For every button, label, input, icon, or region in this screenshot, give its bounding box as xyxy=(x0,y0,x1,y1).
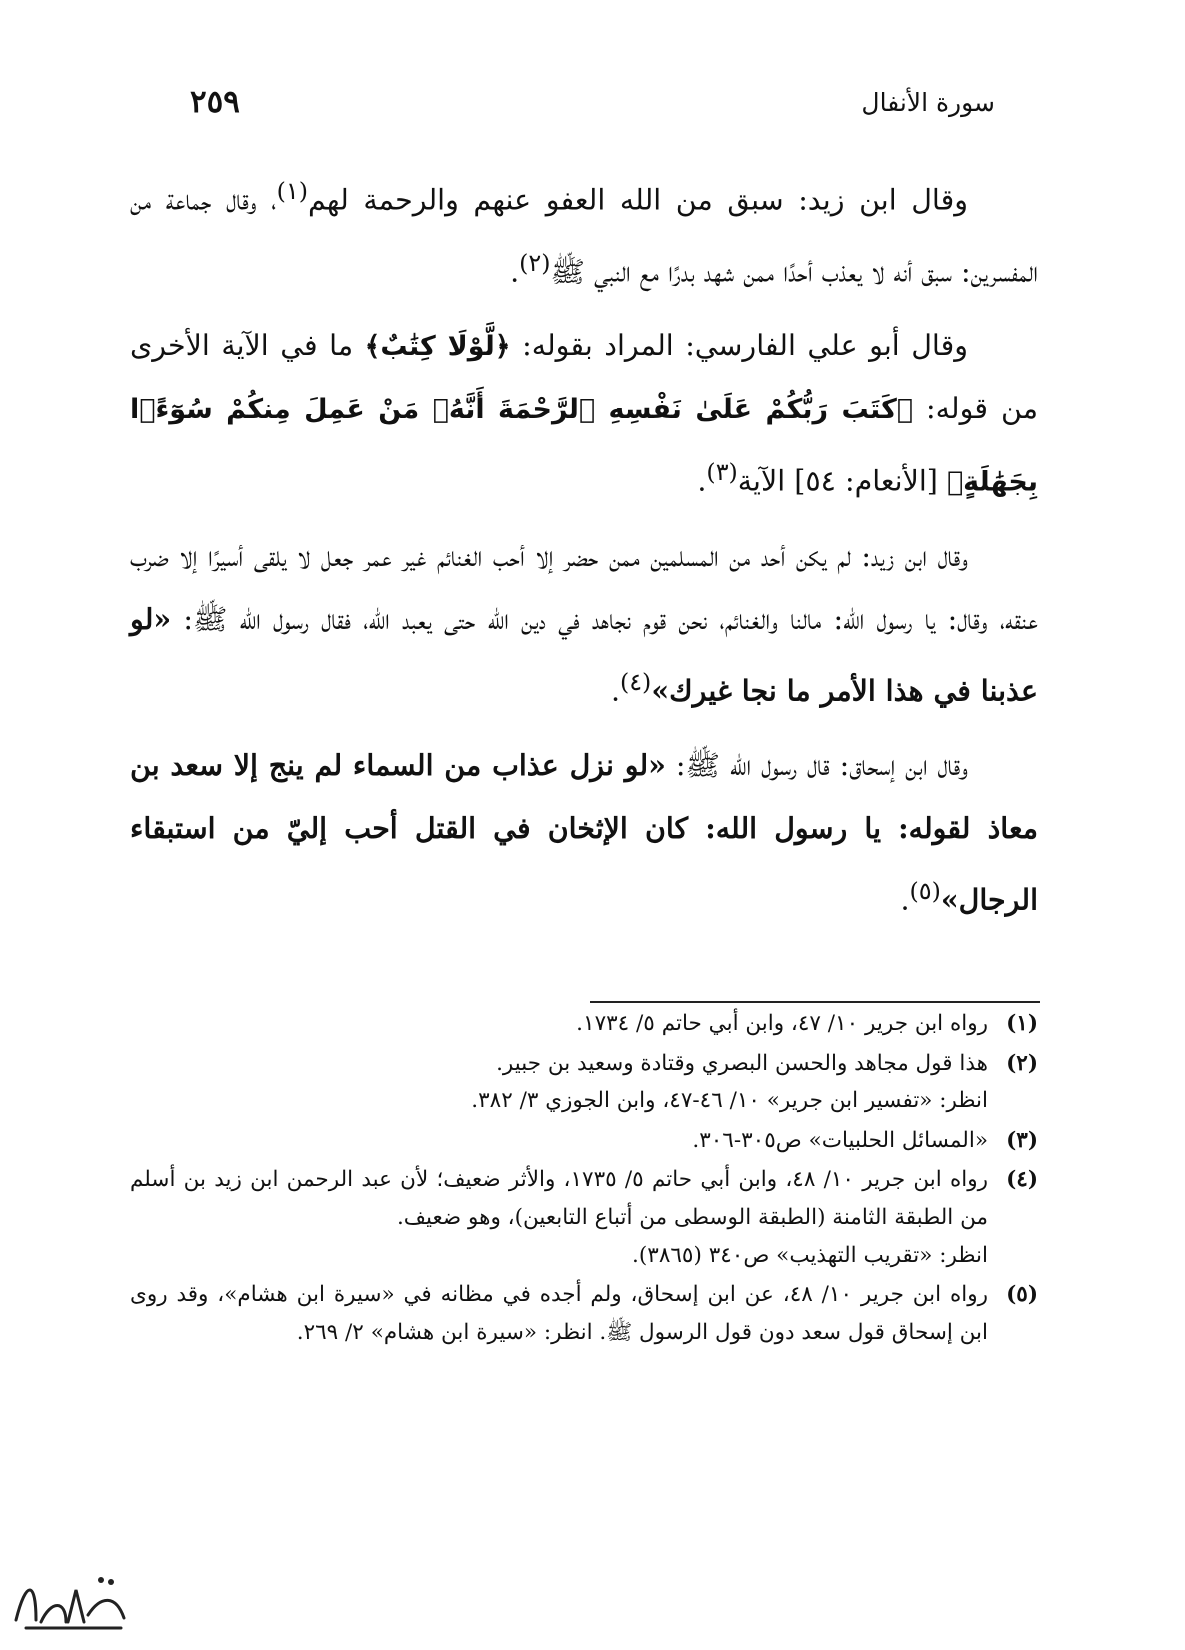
footnote-line: انظر: «تقريب التهذيب» ص٣٤٠ (٣٨٦٥). xyxy=(632,1242,988,1268)
footnote-line: رواه ابن جرير ١٠/ ٤٨، وابن أبي حاتم ٥/ ١٧٣٥، والأثر ضعيف؛ لأن عبد الرحمن ابن زيد بن أسلم من الطبقة الثامنة (الطبقة الوسطى من أتباع التابعين)، وهو ضعيف. xyxy=(130,1167,988,1230)
page-number: ٢٥٩ xyxy=(190,84,240,120)
surah-title: سورة الأنفال xyxy=(861,88,995,117)
paragraph-3 xyxy=(130,526,1038,723)
publisher-logo xyxy=(6,1560,136,1640)
footnote-ref-1[interactable]: (١) xyxy=(276,177,308,205)
quran-quote-1: ﴿لَّوْلَا كِتَٰبٌ﴾ xyxy=(364,331,511,362)
p2-text-b: ما في الآية الأخرى من قوله: xyxy=(130,329,1038,425)
footnote-line: رواه ابن جرير ١٠/ ٤٧، وابن أبي حاتم ٥/ ١٧٣٤. xyxy=(576,1011,988,1036)
footnote-ref-3[interactable]: (٣) xyxy=(706,458,738,486)
p2-end: . xyxy=(697,464,707,498)
paragraph-2 xyxy=(130,315,1038,514)
p4-end: . xyxy=(900,883,910,917)
p1-end: . xyxy=(510,255,520,288)
footnotes xyxy=(130,1005,1038,1353)
footnote-3 xyxy=(130,1122,1038,1160)
footnote-ref-5[interactable]: (٥) xyxy=(909,877,941,905)
p3-end: . xyxy=(610,674,620,707)
p3-text: وقال ابن زيد: لم يكن أحد من المسلمين ممن حضر إلا أحب الغنائم غير عمر جعل لا يلقى أسيرًا إلا ضرب عنقه، وقال: يا رسول الله: مالنا والغنائم، نحن قوم نجاهد في دين الله حتى يعبد الله، فقال رسول الله ﷺ: xyxy=(130,539,1038,636)
footnote-1 xyxy=(130,1005,1038,1043)
footnote-4 xyxy=(130,1161,1038,1274)
footnote-line: «المسائل الحلبيات» ص٣٠٥-٣٠٦. xyxy=(692,1127,988,1153)
paragraph-1 xyxy=(130,160,1038,303)
footnote-line: رواه ابن جرير ١٠/ ٤٨، عن ابن إسحاق، ولم أجده في مظانه في «سيرة ابن هشام»، وقد روى ابن إسحاق قول سعد دون قول الرسول ﷺ. انظر: «سيرة ابن هشام» ٢/ ٢٦٩. xyxy=(130,1282,988,1345)
footnote-2 xyxy=(130,1045,1038,1120)
quran-quote-2: ﴿كَتَبَ رَبُّكُمْ عَلَىٰ نَفْسِهِ ٱلرَّحْمَةَ أَنَّهُۥ مَنْ عَمِلَ مِنكُمْ سُوٓءًۢا بِجَهَٰلَةٍ﴾ xyxy=(130,394,1038,498)
footnote-number: (١) xyxy=(1006,1011,1038,1036)
page-header xyxy=(190,84,995,128)
footnote-ref-2[interactable]: (٢) xyxy=(519,248,551,277)
p1-text: وقال ابن زيد: سبق من الله العفو عنهم والرحمة لهم xyxy=(307,183,968,217)
footnote-number: (٤) xyxy=(1006,1167,1038,1193)
footnote-number: (٣) xyxy=(1006,1127,1038,1153)
p2-text-a: وقال أبو علي الفارسي: المراد بقوله: xyxy=(510,329,968,362)
footnote-line: انظر: «تفسير ابن جرير» ١٠/ ٤٦-٤٧، وابن الجوزي ٣/ ٣٨٢. xyxy=(471,1088,988,1114)
p2-text-c: [الأنعام: ٥٤] الآية xyxy=(737,464,947,498)
footnote-ref-4[interactable]: (٤) xyxy=(620,667,652,696)
p4-text: وقال ابن إسحاق: قال رسول الله ﷺ: xyxy=(665,749,968,782)
footnote-line: هذا قول مجاهد والحسن البصري وقتادة وسعيد بن جبير. xyxy=(496,1050,988,1076)
footnote-number: (٢) xyxy=(1006,1050,1038,1076)
footnote-5 xyxy=(130,1276,1038,1351)
p1-rest: ، وقال جماعة من المفسرين: سبق أنه لا يعذب أحدًا ممن شهد بدرًا مع النبي ﷺ xyxy=(130,183,1038,288)
footnote-divider xyxy=(590,1001,1040,1003)
hadith-quote-2: «لو نزل عذاب من السماء لم ينج إلا سعد بن معاذ لقوله: يا رسول الله: كان الإثخان في القتل أحب إليّ من استبقاء الرجال» xyxy=(130,748,1038,917)
paragraph-4 xyxy=(130,734,1038,932)
main-text xyxy=(130,160,1038,944)
footnote-number: (٥) xyxy=(1006,1282,1038,1308)
hadith-quote-1: «لو عذبنا في هذا الأمر ما نجا غيرك» xyxy=(130,601,1038,707)
